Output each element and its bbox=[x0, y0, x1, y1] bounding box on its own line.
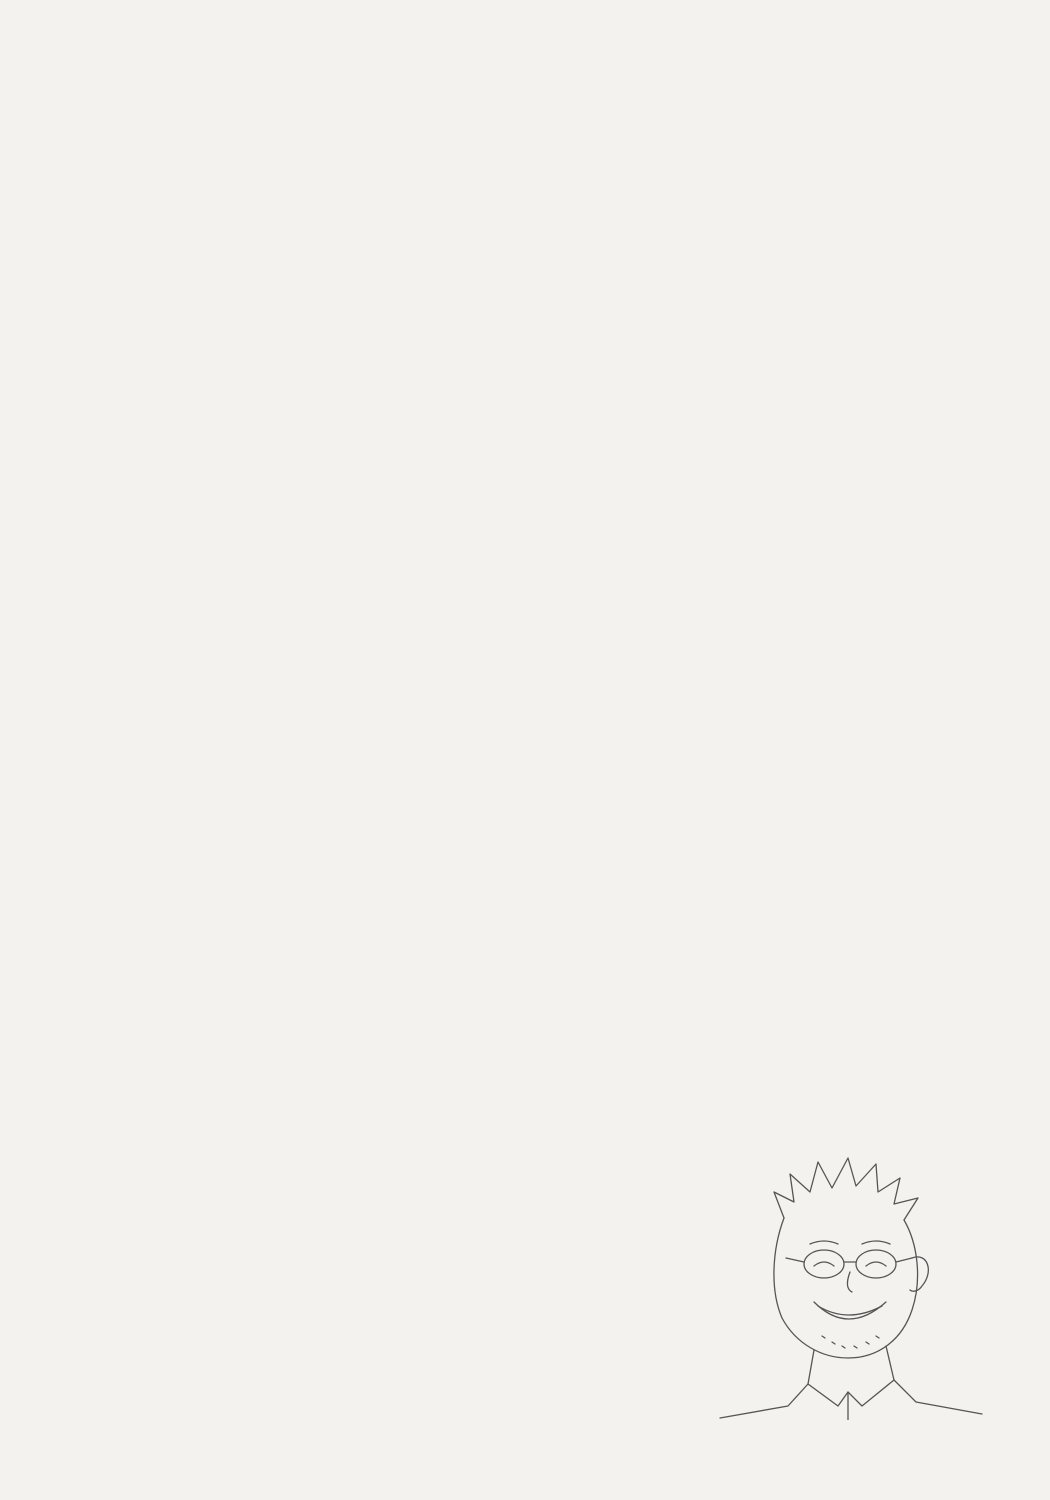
top-flower-border bbox=[0, 0, 1050, 110]
bottom-flower-border bbox=[0, 1380, 1050, 1500]
character-portrait-sketch bbox=[672, 1140, 992, 1420]
flower-pattern-top bbox=[0, 0, 1050, 110]
flower-pattern-bottom bbox=[0, 1380, 1050, 1500]
